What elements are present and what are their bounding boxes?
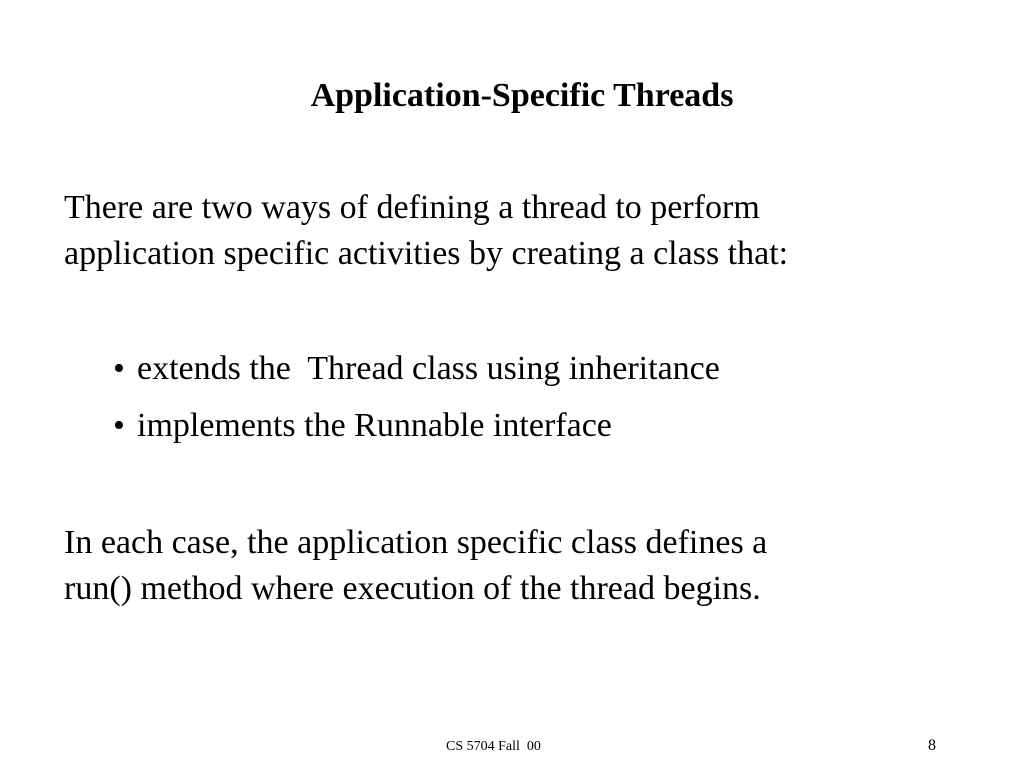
closing-paragraph — [64, 520, 964, 612]
bullet-list — [113, 346, 720, 460]
bullet-item-extends-thread — [113, 346, 720, 403]
footer-course-label: CS 5704 Fall 00 — [446, 739, 541, 754]
bullet-text: implements the Runnable interface — [137, 407, 612, 444]
bullet-icon: • — [113, 350, 125, 387]
closing-line-2: run() method where execution of the thread begins. — [64, 570, 761, 607]
intro-line-1: There are two ways of defining a thread to perform — [64, 189, 760, 226]
bullet-text: extends the Thread class using inheritance — [137, 350, 720, 387]
closing-line-1: In each case, the application specific class defines a — [64, 524, 768, 561]
intro-paragraph — [64, 185, 964, 277]
bullet-icon: • — [113, 407, 125, 444]
slide-title: Application-Specific Threads — [310, 77, 734, 114]
page-number: 8 — [928, 737, 936, 754]
intro-line-2: application specific activities by creating a class that: — [64, 235, 789, 272]
bullet-item-implements-runnable — [113, 403, 720, 460]
